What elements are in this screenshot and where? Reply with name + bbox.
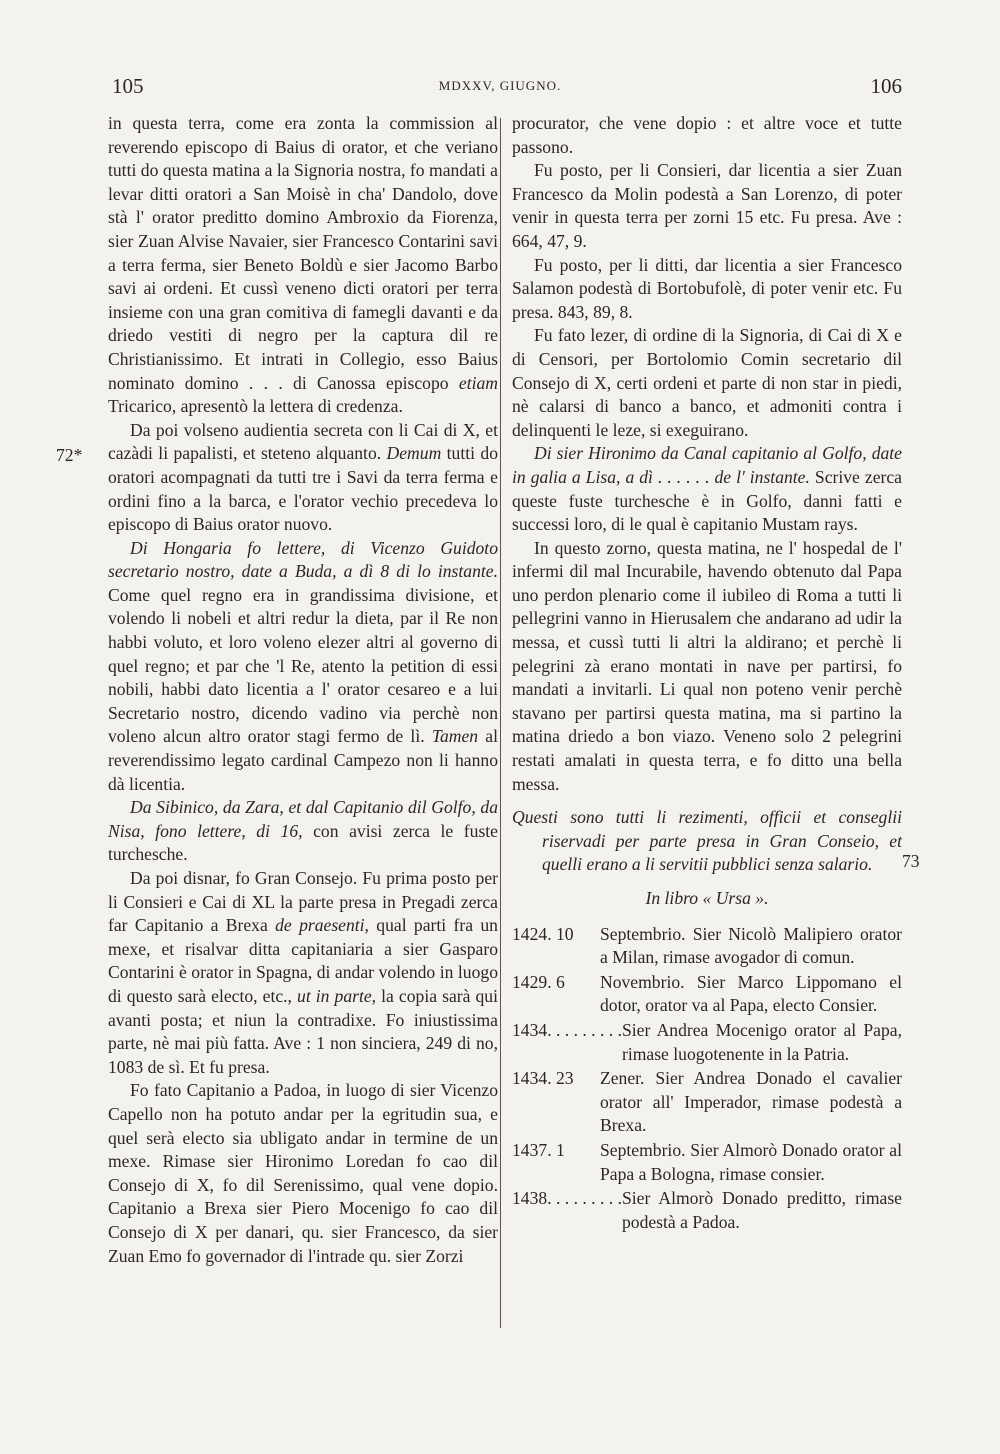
paragraph: in questa terra, come era zonta la commission al reverendo episcopo di Baius di orator, et che veriano tutti do questa matina a la Signoria nostra, fo mandati a levar ditti oratori a San Moisè in cha' Dandolo, dove stà l' orator preditto domino Ambroxio da Fiorenza, sier Zuan Alvise Navaier, sier Francesco Contarini savi a terra ferma, sier Beneto Boldù e sier Jacomo Barbo savi ai ordeni. Et cussì veneno dicti oratori per terra insieme con una gran comitiva di famegli davanti e da driedo vestiti di negro per la captura dil re Christianissimo. Et intrati in Collegio, esso Baius nominato domino . . . di Canossa episcopo etiam Tricarico, apresentò la lettera di credenza. xyxy=(108,113,498,417)
right-column xyxy=(512,112,902,1235)
register-entry xyxy=(512,971,902,1018)
entry-date: 1434. . . . . . . . . xyxy=(512,1019,622,1040)
entry-date: 1438. . . . . . . . . xyxy=(512,1188,622,1209)
page-number-right: 106 xyxy=(870,74,902,98)
entry-date: 1437. 1 xyxy=(512,1139,565,1160)
entry-text: Zener. Sier Andrea Donado el cavalier orator all' Imperador, rimase podestà a Brexa. xyxy=(600,1068,902,1136)
paragraph: Di Hongaria fo lettere, di Vicenzo Guidoto secretario nostro, date a Buda, a dì 8 di lo instante. Come quel regno era in grandissima divisione, et volendo li nobeli et altri redur la dieta, par il Re non habbi voluto, et loro voleno elezer altri al governo di quel regno; et par che 'l Re, atento la petition di essi nobili, habbi dato licentia a l' orator cesareo e a lui Secretario nostro, dicendo vadino via perchè non voleno alcun altro orator stagi fermo de lì. Tamen al reverendissimo legato cardinal Campezo non li hanno dà licentia. xyxy=(108,537,498,794)
register-entry xyxy=(512,923,902,970)
paragraph: Da poi disnar, fo Gran Consejo. Fu prima posto per li Consieri e Cai di XL la parte presa in Pregadi zerca far Capitanio a Brexa de praesenti, qual parti fra un mexe, et risalvar ditta capitaniaria a sier Gasparo Contarini è orator in Spagna, di andar volendo in luogo di questo sarà electo, etc., ut in parte, la copia sarà qui avanti posta; et niun la contradixe. Fo iniustissima parte, nè mai più fatta. Ave : 1 non sinciera, 249 di no, 1083 de sì. Et fu presa. xyxy=(108,868,498,1077)
paragraph: Fu posto, per li ditti, dar licentia a sier Francesco Salamon podestà di Bortobufolè, di poter venir etc. Fu presa. 843, 89, 8. xyxy=(512,254,902,322)
register-entry xyxy=(512,1139,902,1186)
register-entry xyxy=(512,1067,902,1138)
left-column xyxy=(108,112,498,1268)
register-entry xyxy=(512,1019,902,1066)
register-entry xyxy=(512,1187,902,1234)
entry-date: 1424. 10 xyxy=(512,923,574,944)
running-header xyxy=(0,74,1000,98)
entry-text: Sier Andrea Mocenigo orator al Papa, rimase luogotenente in la Patria. xyxy=(621,1019,902,1064)
paragraph: Fu posto, per li Consieri, dar licentia a sier Zuan Francesco da Molin podestà a San Lorenzo, di poter venir in questa terra per zorni 15 etc. Fu presa. Ave : 664, 47, 9. xyxy=(512,160,902,251)
entry-text: Sier Almorò Donado preditto, rimase podestà a Padoa. xyxy=(621,1188,902,1232)
paragraph: Di sier Hironimo da Canal capitanio al Golfo, date in galia a Lisa, a dì . . . . . . de l' instante. Scrive zerca queste fuste turchesche è in Golfo, danni fatti e successi loro, di le qual è capitanio Mustam rays. xyxy=(512,443,902,535)
column-divider xyxy=(500,118,501,1328)
book-title: In libro « Ursa ». xyxy=(645,888,769,908)
margin-note-right: 73 xyxy=(902,851,920,871)
entry-date: 1429. 6 xyxy=(512,971,565,992)
register-entries xyxy=(512,923,902,1235)
running-head: MDXXV, GIUGNO. xyxy=(438,78,562,93)
entry-date: 1434. 23 xyxy=(512,1068,574,1089)
page-number-left: 105 xyxy=(112,74,144,98)
paragraph: Da poi volseno audientia secreta con li Cai di X, et cazàdi li papalisti, et steteno alquanto. Demum tutti do oratori acompagnati da tutti tre i Savi da terra ferma e ordini fino a la barca, e l'orator vechio precedeva lo episcopo di Baius orator nuovo. xyxy=(108,419,498,535)
entry-text: Novembrio. Sier Marco Lippomano el dotor, orator va al Papa, electo Consier. xyxy=(600,971,902,1016)
margin-note-left: 72* xyxy=(56,445,83,465)
paragraph: Fo fato Capitanio a Padoa, in luogo di sier Vicenzo Capello non ha potuto andar per la egritudin sua, e quel serà electo sia ubligato andar in termine de un mexe. Rimase sier Hironimo Loredan fo cao dil Consejo di X, fo dil Serenissimo, qual vene dopio. Capitanio a Brexa sier Piero Mocenigo fo cao dil Consejo di X per danari, qu. sier Francesco, da sier Zuan Emo fo governador di l'intrade qu. sier Zorzi xyxy=(108,1080,498,1266)
paragraph: procurator, che vene dopio : et altre voce et tutte passono. xyxy=(512,113,902,157)
section-title: Questi sono tutti li rezimenti, officii et conseglii riservadi per parte presa in Gran Conseio, et quelli erano a li servitii pubblici senza salario. xyxy=(512,807,902,875)
paragraph: Fu fato lezer, di ordine di la Signoria, di Cai di X e di Censori, per Bortolomio Comin secretario dil Consejo di X, certi ordeni et parte di non star in piedi, nè calarsi di banco a banco, et admoniti contra i delinquenti le leze, si exeguirano. xyxy=(512,325,902,440)
paragraph: In questo zorno, questa matina, ne l' hospedal de l' infermi dil mal Incurabile, havendo obtenuto dal Papa uno perdon plenario come il iubileo di Roma a tutti li pellegrini vanno in Hierusalem che andarano ad udir la messa, et cussì tutti li altri la aldirano; et perchè li pelegrini zà erano montati in nave per partirsi, fo mandati a invitarli. Li qual non poteno venir perchè stavano per partirsi questa matina, ma si partino la matina driedo a bon viazo. Veneno solo 2 pelegrini restati amalati in questa terra, e fo ditto una bella messa. xyxy=(512,537,902,794)
entry-text: Septembrio. Sier Nicolò Malipiero orator a Milan, rimase avogador di comun. xyxy=(600,923,902,968)
paragraph: Da Sibinico, da Zara, et dal Capitanio dil Golfo, da Nisa, fono lettere, di 16, con avisi zerca le fuste turchesche. xyxy=(108,797,498,865)
entry-text: Septembrio. Sier Almorò Donado orator al Papa a Bologna, rimase consier. xyxy=(600,1139,902,1184)
